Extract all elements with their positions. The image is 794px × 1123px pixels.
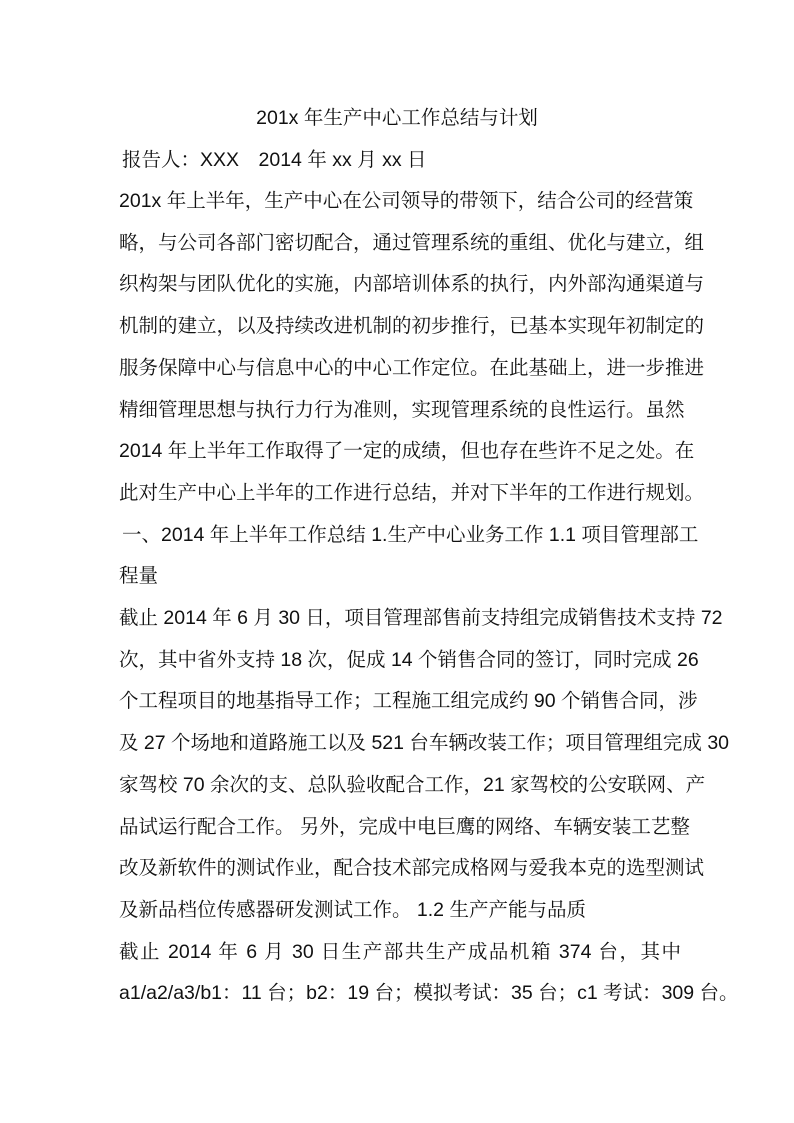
paragraph-line: 家驾校 70 余次的支、总队验收配合工作，21 家驾校的公安联网、产 [119, 773, 706, 796]
paragraph-line: 及 27 个场地和道路施工以及 521 台车辆改装工作；项目管理组完成 30 [119, 732, 730, 755]
paragraph-line: 服务保障中心与信息中心的中心工作定位。在此基础上，进一步推进 [119, 356, 705, 379]
paragraph-line: 略，与公司各部门密切配合，通过管理系统的重组、优化与建立，组 [119, 231, 705, 254]
paragraph-line: 精细管理思想与执行力行为准则，实现管理系统的良性运行。虽然 [119, 398, 685, 421]
paragraph-line: 此对生产中心上半年的工作进行总结，并对下半年的工作进行规划。 [119, 481, 705, 504]
paragraph-line: 品试运行配合工作。 另外，完成中电巨鹰的网络、车辆安装工艺整 [119, 815, 690, 838]
paragraph-line: 2014 年上半年工作取得了一定的成绩，但也存在些许不足之处。在 [119, 440, 695, 463]
paragraph-line: 改及新软件的测试作业，配合技术部完成格网与爱我本克的选型测试 [119, 857, 705, 880]
paragraph-line: 及新品档位传感器研发测试工作。 1.2 生产产能与品质 [119, 898, 586, 921]
paragraph-line: 次，其中省外支持 18 次，促成 14 个销售合同的签订，同时完成 26 [119, 648, 699, 671]
reporter-line: 报告人：XXX 2014 年 xx 月 xx 日 [122, 149, 427, 171]
paragraph-line: 201x 年上半年，生产中心在公司领导的带领下，结合公司的经营策 [119, 190, 694, 212]
paragraph-line: 程量 [119, 565, 159, 588]
document-title: 201x 年生产中心工作总结与计划 [256, 107, 538, 129]
paragraph-line: 截止 2014 年 6 月 30 日，项目管理部售前支持组完成销售技术支持 72 [119, 607, 723, 629]
paragraph-line: 机制的建立，以及持续改进机制的初步推行，已基本实现年初制定的 [119, 315, 705, 338]
paragraph-line: 截止 2014 年 6 月 30 日生产部共生产成品机箱 374 台，其中 [119, 940, 681, 963]
paragraph-line: 一、2014 年上半年工作总结 1.生产中心业务工作 1.1 项目管理部工 [122, 523, 699, 546]
paragraph-line: 织构架与团队优化的实施，内部培训体系的执行，内外部沟通渠道与 [119, 273, 705, 296]
paragraph-line: 个工程项目的地基指导工作；工程施工组完成约 90 个销售合同，涉 [119, 690, 698, 713]
paragraph-line: a1/a2/a3/b1：11 台；b2：19 台；模拟考试：35 台；c1 考试：309 台。 [119, 982, 739, 1005]
